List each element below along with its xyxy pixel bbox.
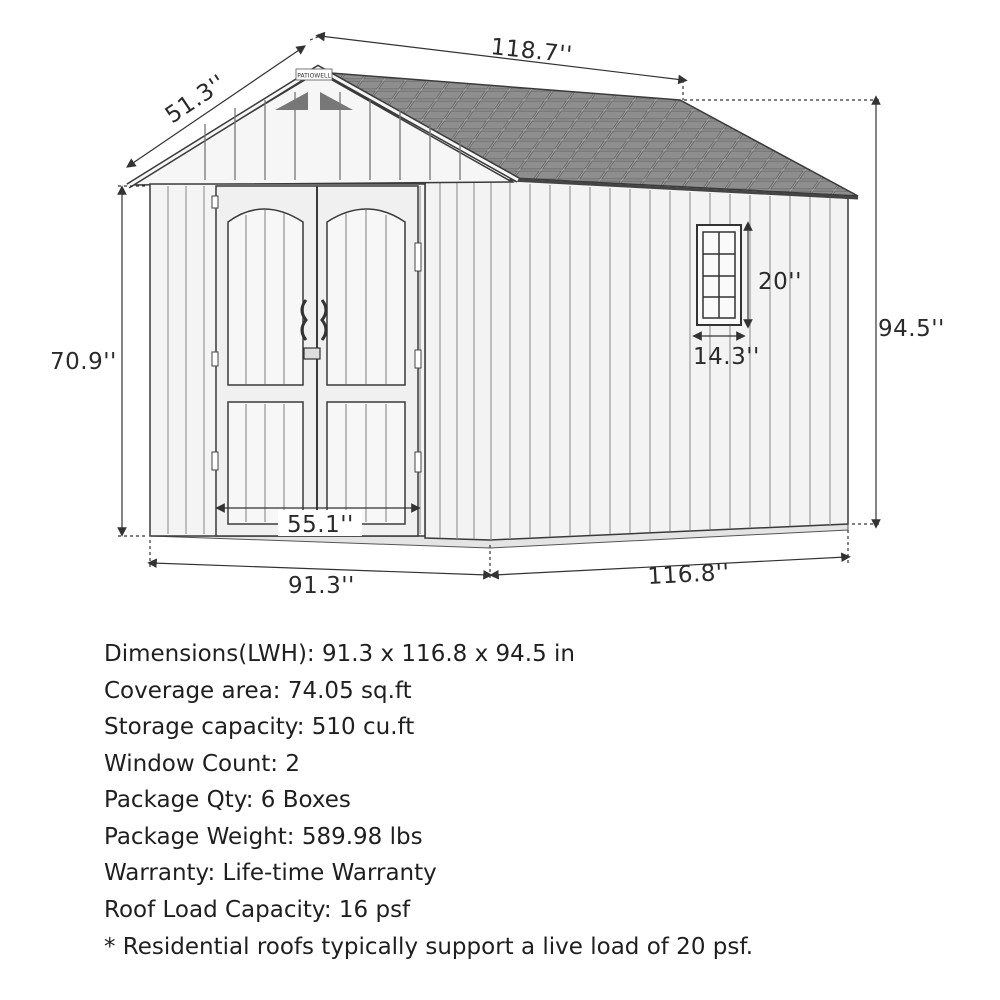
door-lock: [304, 348, 320, 359]
spec-window-count: Window Count: 2: [104, 750, 300, 777]
spec-storage-capacity: Storage capacity: 510 cu.ft: [104, 714, 415, 740]
dim-window-width: 14.3'': [693, 344, 760, 370]
dim-door-width: 55.1'': [287, 512, 354, 538]
brand-badge-text: PATIOWELL: [297, 72, 331, 80]
spec-coverage-area: Coverage area: 74.05 sq.ft: [104, 677, 412, 704]
shed-window: [697, 225, 741, 325]
dim-window-height: 20'': [758, 269, 802, 295]
spec-dimensions: Dimensions(LWH): 91.3 x 116.8 x 94.5 in: [104, 641, 575, 667]
spec-warranty: Warranty: Life-time Warranty: [104, 860, 437, 886]
spec-list: [104, 636, 575, 928]
spec-package-weight: Package Weight: 589.98 lbs: [104, 823, 423, 850]
roof-load-footnote: * Residential roofs typically support a live load of 20 psf.: [104, 934, 754, 960]
spec-package-qty: Package Qty: 6 Boxes: [104, 787, 351, 813]
shed-side-wall: [425, 180, 848, 540]
dim-total-height: 94.5'': [878, 316, 945, 342]
dim-side-length: 116.8'': [646, 559, 731, 590]
dim-roof-length: 118.7'': [489, 34, 574, 69]
shed-double-door: [212, 186, 421, 536]
dim-wall-height: 70.9'': [50, 349, 117, 375]
dim-front-width: 91.3'': [288, 573, 355, 599]
dim-gable-slope: 51.3'': [160, 70, 231, 129]
spec-roof-load: Roof Load Capacity: 16 psf: [104, 896, 411, 923]
